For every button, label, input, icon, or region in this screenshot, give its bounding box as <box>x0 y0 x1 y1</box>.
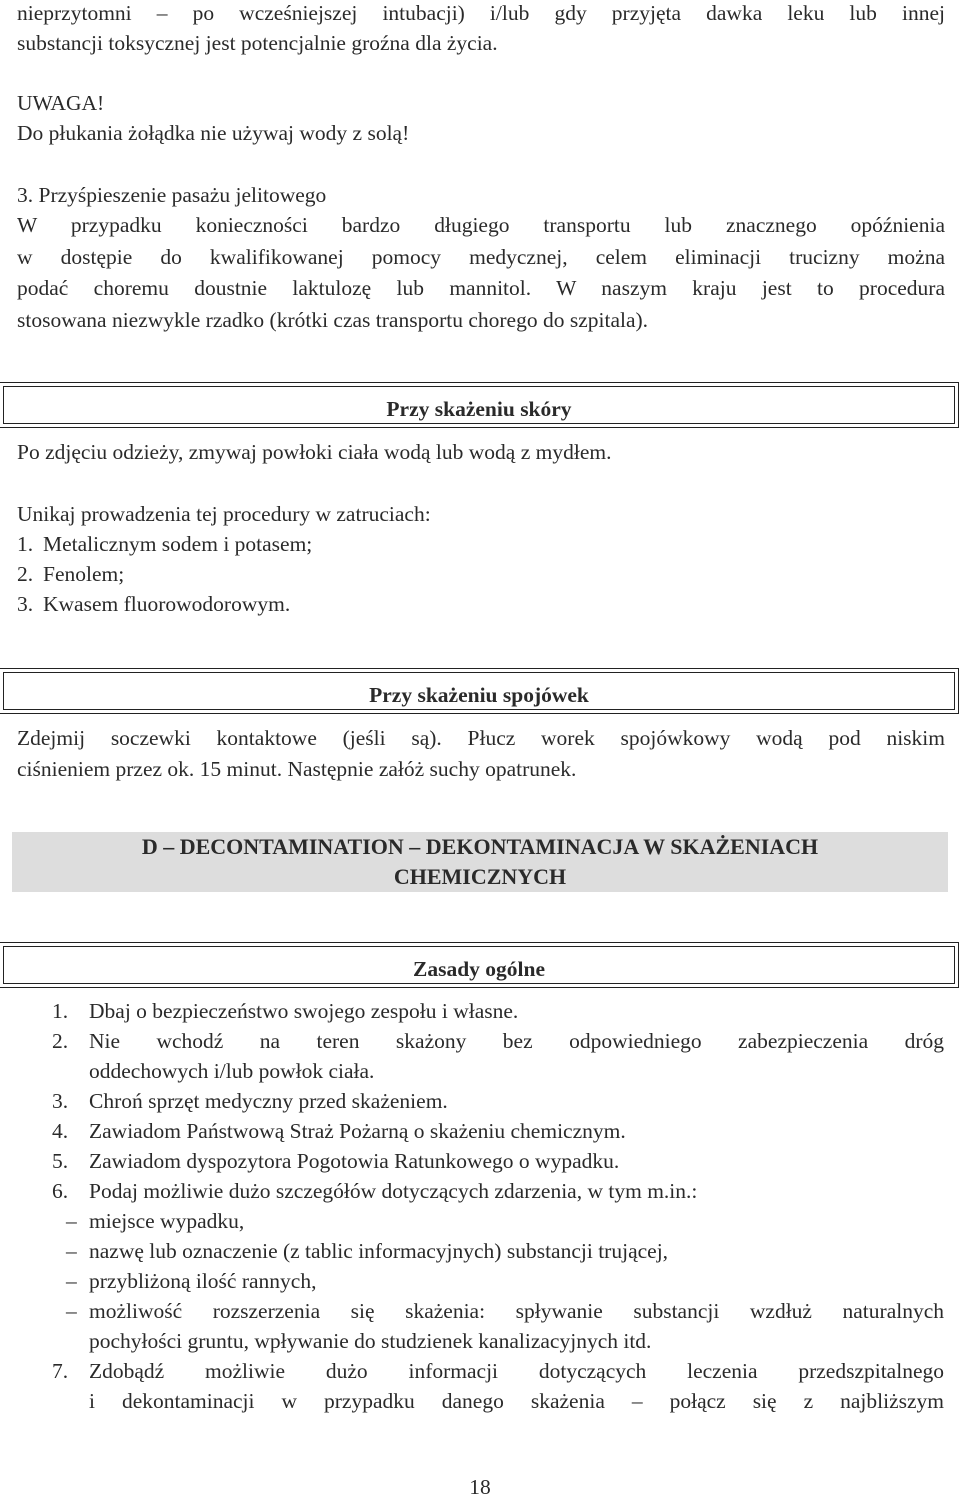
list-item: 1. Dbaj o bezpieczeństwo swojego zespołu i własne. <box>52 999 519 1023</box>
list-item: 7. Zdobądź możliwie dużo informacji dotyczących leczenia przedszpitalnego i dekontaminacji w przypadku danego skażenia – połącz się z najbliższym <box>52 1359 944 1413</box>
decontamination-heading-line-1: D – DECONTAMINATION – DEKONTAMINACJA W SKAŻENIACH <box>141 834 819 859</box>
decontamination-heading <box>12 832 948 892</box>
skin-text: Po zdjęciu odzieży, zmywaj powłoki ciała wodą lub wodą z mydłem. <box>17 440 612 464</box>
page-number: 18 <box>469 1475 491 1499</box>
list-item: 1. Metalicznym sodem i potasem; <box>17 532 313 556</box>
sub-list-item: – nazwę lub oznaczenie (z tablic informacyjnych) substancji trującej, <box>66 1239 669 1263</box>
general-rules-list <box>52 996 944 1416</box>
decontamination-heading-line-2: CHEMICZNYCH <box>393 864 567 889</box>
sub-list-item: – możliwość rozszerzenia się skażenia: spływanie substancji wzdłuż naturalnych pochyłości gruntu, wpływanie do studzienek kanalizacyjnych itd. <box>66 1299 944 1353</box>
section-3-line-2: w dostępie do kwalifikowanej pomocy medycznej, celem eliminacji trucizny można <box>17 245 945 269</box>
section-3-line-4: stosowana niezwykle rzadko (krótki czas transportu chorego do szpitala). <box>17 308 649 332</box>
eyes-line-1: Zdejmij soczewki kontaktowe (jeśli są). Płucz worek spojówkowy wodą pod niskim <box>17 726 945 750</box>
list-item: 2. Nie wchodź na teren skażony bez odpowiedniego zabezpieczenia dróg oddechowych i/lub powłok ciała. <box>52 1029 944 1083</box>
section-3-number: 3. <box>17 183 34 207</box>
section-3-line-1: W przypadku konieczności bardzo długiego transportu lub znacznego opóźnienia <box>17 213 945 237</box>
list-item: 3. Kwasem fluorowodorowym. <box>17 592 291 616</box>
list-item: 6. Podaj możliwie dużo szczegółów dotyczących zdarzenia, w tym m.in.: <box>52 1179 698 1203</box>
general-rules-heading-box <box>3 946 955 984</box>
skin-heading-box <box>3 386 955 424</box>
intro-line-2: substancji toksycznej jest potencjalnie groźna dla życia. <box>17 31 498 55</box>
intro-line-1: nieprzytomni – po wcześniejszej intubacji) i/lub gdy przyjęta dawka leku lub innej <box>17 1 945 25</box>
section-3-heading <box>17 180 945 210</box>
warning-text: Do płukania żołądka nie używaj wody z solą! <box>17 121 410 145</box>
sub-list-item: – przybliżoną ilość rannych, <box>66 1269 317 1293</box>
section-3-title: Przyśpieszenie pasażu jelitowego <box>38 183 327 207</box>
general-rules-heading: Zasady ogólne <box>412 957 545 981</box>
sub-list-item: – miejsce wypadku, <box>66 1209 245 1233</box>
warning-label: UWAGA! <box>17 91 105 115</box>
skin-avoid-list <box>17 529 945 619</box>
section-3-line-3: podać choremu doustnie laktulozę lub mannitol. W naszym kraju jest to procedura <box>17 276 945 300</box>
eyes-heading-box <box>3 672 955 710</box>
list-item: 4. Zawiadom Państwową Straż Pożarną o skażeniu chemicznym. <box>52 1119 626 1143</box>
skin-heading: Przy skażeniu skóry <box>386 397 572 421</box>
skin-avoid-label: Unikaj prowadzenia tej procedury w zatruciach: <box>17 502 431 526</box>
list-item: 5. Zawiadom dyspozytora Pogotowia Ratunkowego o wypadku. <box>52 1149 620 1173</box>
eyes-heading: Przy skażeniu spojówek <box>369 683 589 707</box>
list-item: 2. Fenolem; <box>17 562 125 586</box>
eyes-line-2: ciśnieniem przez ok. 15 minut. Następnie załóż suchy opatrunek. <box>17 757 577 781</box>
list-item: 3. Chroń sprzęt medyczny przed skażeniem. <box>52 1089 448 1113</box>
